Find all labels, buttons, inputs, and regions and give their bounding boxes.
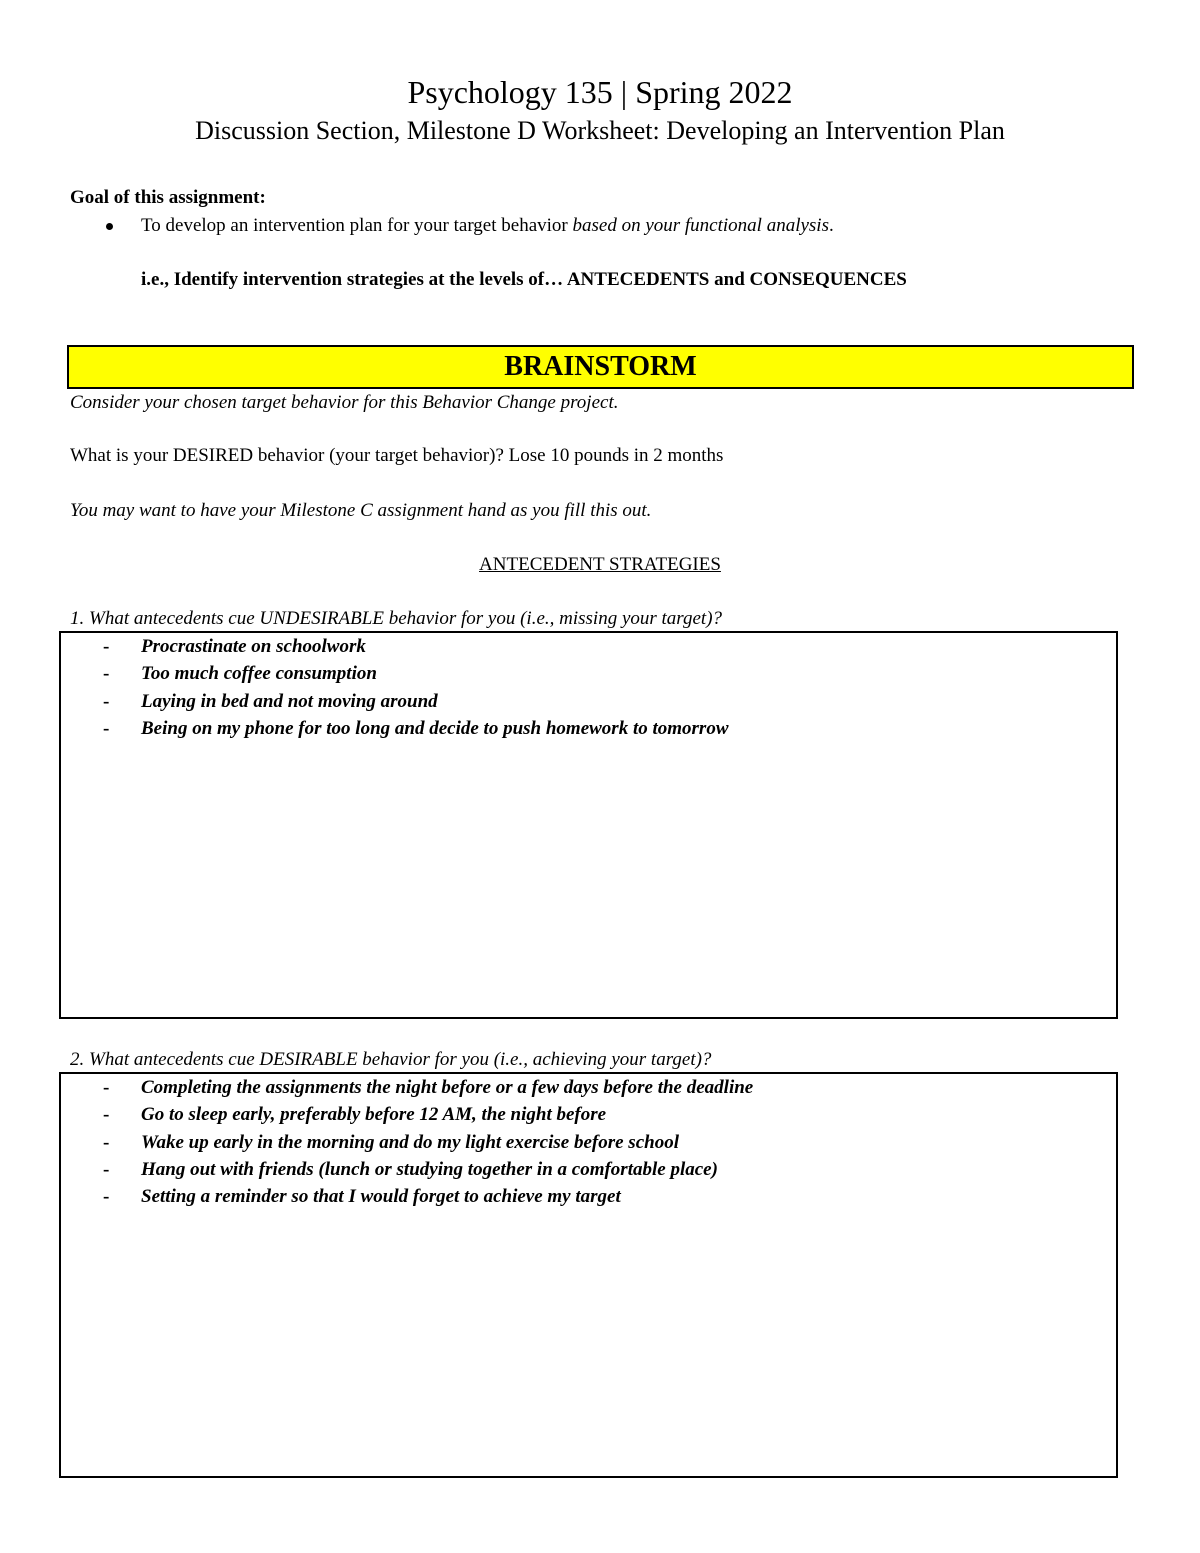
goal-bullet-end: .: [828, 215, 834, 236]
brainstorm-banner: BRAINSTORM: [67, 345, 1134, 389]
goal-bullet-plain: To develop an intervention plan for your target behavior: [141, 215, 573, 236]
page-subtitle: Discussion Section, Milestone D Worksheet: Developing an Intervention Plan: [195, 116, 1005, 145]
goal-ie-text: i.e., Identify intervention strategies at the levels of… ANTECEDENTS and CONSEQUENCES: [141, 269, 907, 290]
answer-box-1: - Procrastinate on schoolwork - Too much coffee consumption - Laying in bed and not moving around - Being on my phone for too long and decide to push homework to tomorrow: [59, 631, 1118, 1019]
question-1: 1. What antecedents cue UNDESIRABLE behavior for you (i.e., missing your target)?: [70, 608, 723, 629]
desired-answer: Lose 10 pounds in 2 months: [508, 445, 724, 466]
bullet-dot-icon: [106, 223, 113, 230]
desired-behavior-line: [70, 444, 723, 468]
goal-label: Goal of this assignment:: [70, 187, 266, 208]
page-title: Psychology 135 | Spring 2022: [407, 74, 793, 110]
consider-text: Consider your chosen target behavior for this Behavior Change project.: [70, 392, 619, 413]
goal-bullet-text: [141, 214, 834, 238]
desired-question: What is your DESIRED behavior (your target behavior)?: [70, 445, 509, 466]
antecedent-heading: ANTECEDENT STRATEGIES: [479, 554, 721, 575]
question-2: 2. What antecedents cue DESIRABLE behavior for you (i.e., achieving your target)?: [70, 1049, 712, 1070]
milestone-note: You may want to have your Milestone C assignment hand as you fill this out.: [70, 500, 652, 521]
answer-box-2: - Completing the assignments the night before or a few days before the deadline - Go to sleep early, preferably before 12 AM, the night before - Wake up early in the morning and do my light exercise before school - Hang out with friends (lunch or studying together in a comfortable place) - Setting a reminder so that I would forget to achieve my target: [59, 1072, 1118, 1478]
goal-bullet-emphasis: based on your functional analysis: [572, 215, 829, 236]
